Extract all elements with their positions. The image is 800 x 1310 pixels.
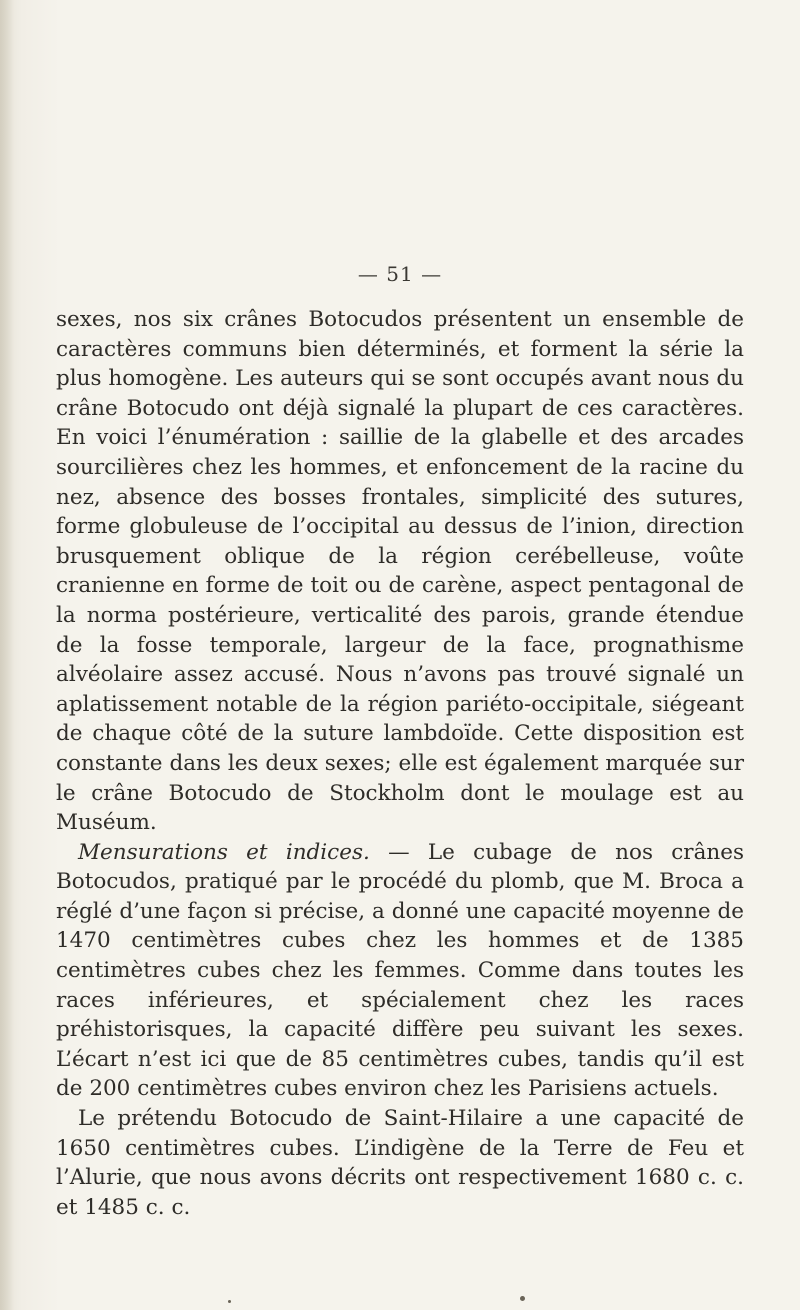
page-number: — 51 — <box>357 262 443 286</box>
paragraph-2 <box>56 838 744 1104</box>
paragraph-3-text: Le prétendu Botocudo de Saint-Hilaire a une capacité de 1650 centimètres cubes. L’indigène de la Terre de Feu et l’Alurie, que nous avons décrits ont respectivement 1680 c. c. et 1485 c. c. <box>56 1106 744 1220</box>
paragraph-3 <box>56 1104 744 1222</box>
paragraph-2-text: — Le cubage de nos crânes Botocudos, pratiqué par le procédé du plomb, que M. Broca a réglé d’une façon si précise, a donné une capacité moyenne de 1470 centimètres cubes chez les hommes et de 1385 centimètres cubes chez les femmes. Comme dans toutes les races inférieures, et spécialement chez les races préhistorisques, la capacité diffère peu suivant les sexes. L’écart n’est ici que de 85 centimètres cubes, tandis qu’il est de 200 centimètres cubes environ chez les Parisiens actuels. <box>56 839 745 1102</box>
page-edge-shadow <box>0 0 14 1310</box>
print-speck <box>228 1300 231 1303</box>
paragraph-1 <box>56 305 744 838</box>
body-text <box>56 305 744 1222</box>
print-speck <box>520 1296 525 1301</box>
section-heading: Mensurations et indices. <box>78 839 370 865</box>
paragraph-1-text: sexes, nos six crânes Botocudos présentent un ensemble de caractères communs bien déterminés, et forment la série la plus homogène. Les auteurs qui se sont occupés avant nous du crâne Botocudo ont déjà signalé la plupart de ces caractères. En voici l’énumération : saillie de la glabelle et des arcades sourcilières chez les hommes, et enfoncement de la racine du nez, absence des bosses frontales, simplicité des sutures, forme globuleuse de l’occipital au dessus de l’inion, direction brusquement oblique de la région cerébelleuse, voûte cranienne en forme de toit ou de carène, aspect pentagonal de la norma postérieure, verticalité des parois, grande étendue de la fosse temporale, largeur de la face, prognathisme alvéolaire assez accusé. Nous n’avons pas trouvé signalé un aplatissement notable de la région pariéto-occipitale, siégeant de chaque côté de la suture lambdoïde. Cette disposition est constante dans les deux sexes; elle est également marquée sur le crâne Botocudo de Stockholm dont le moulage est au Muséum. <box>56 307 744 836</box>
